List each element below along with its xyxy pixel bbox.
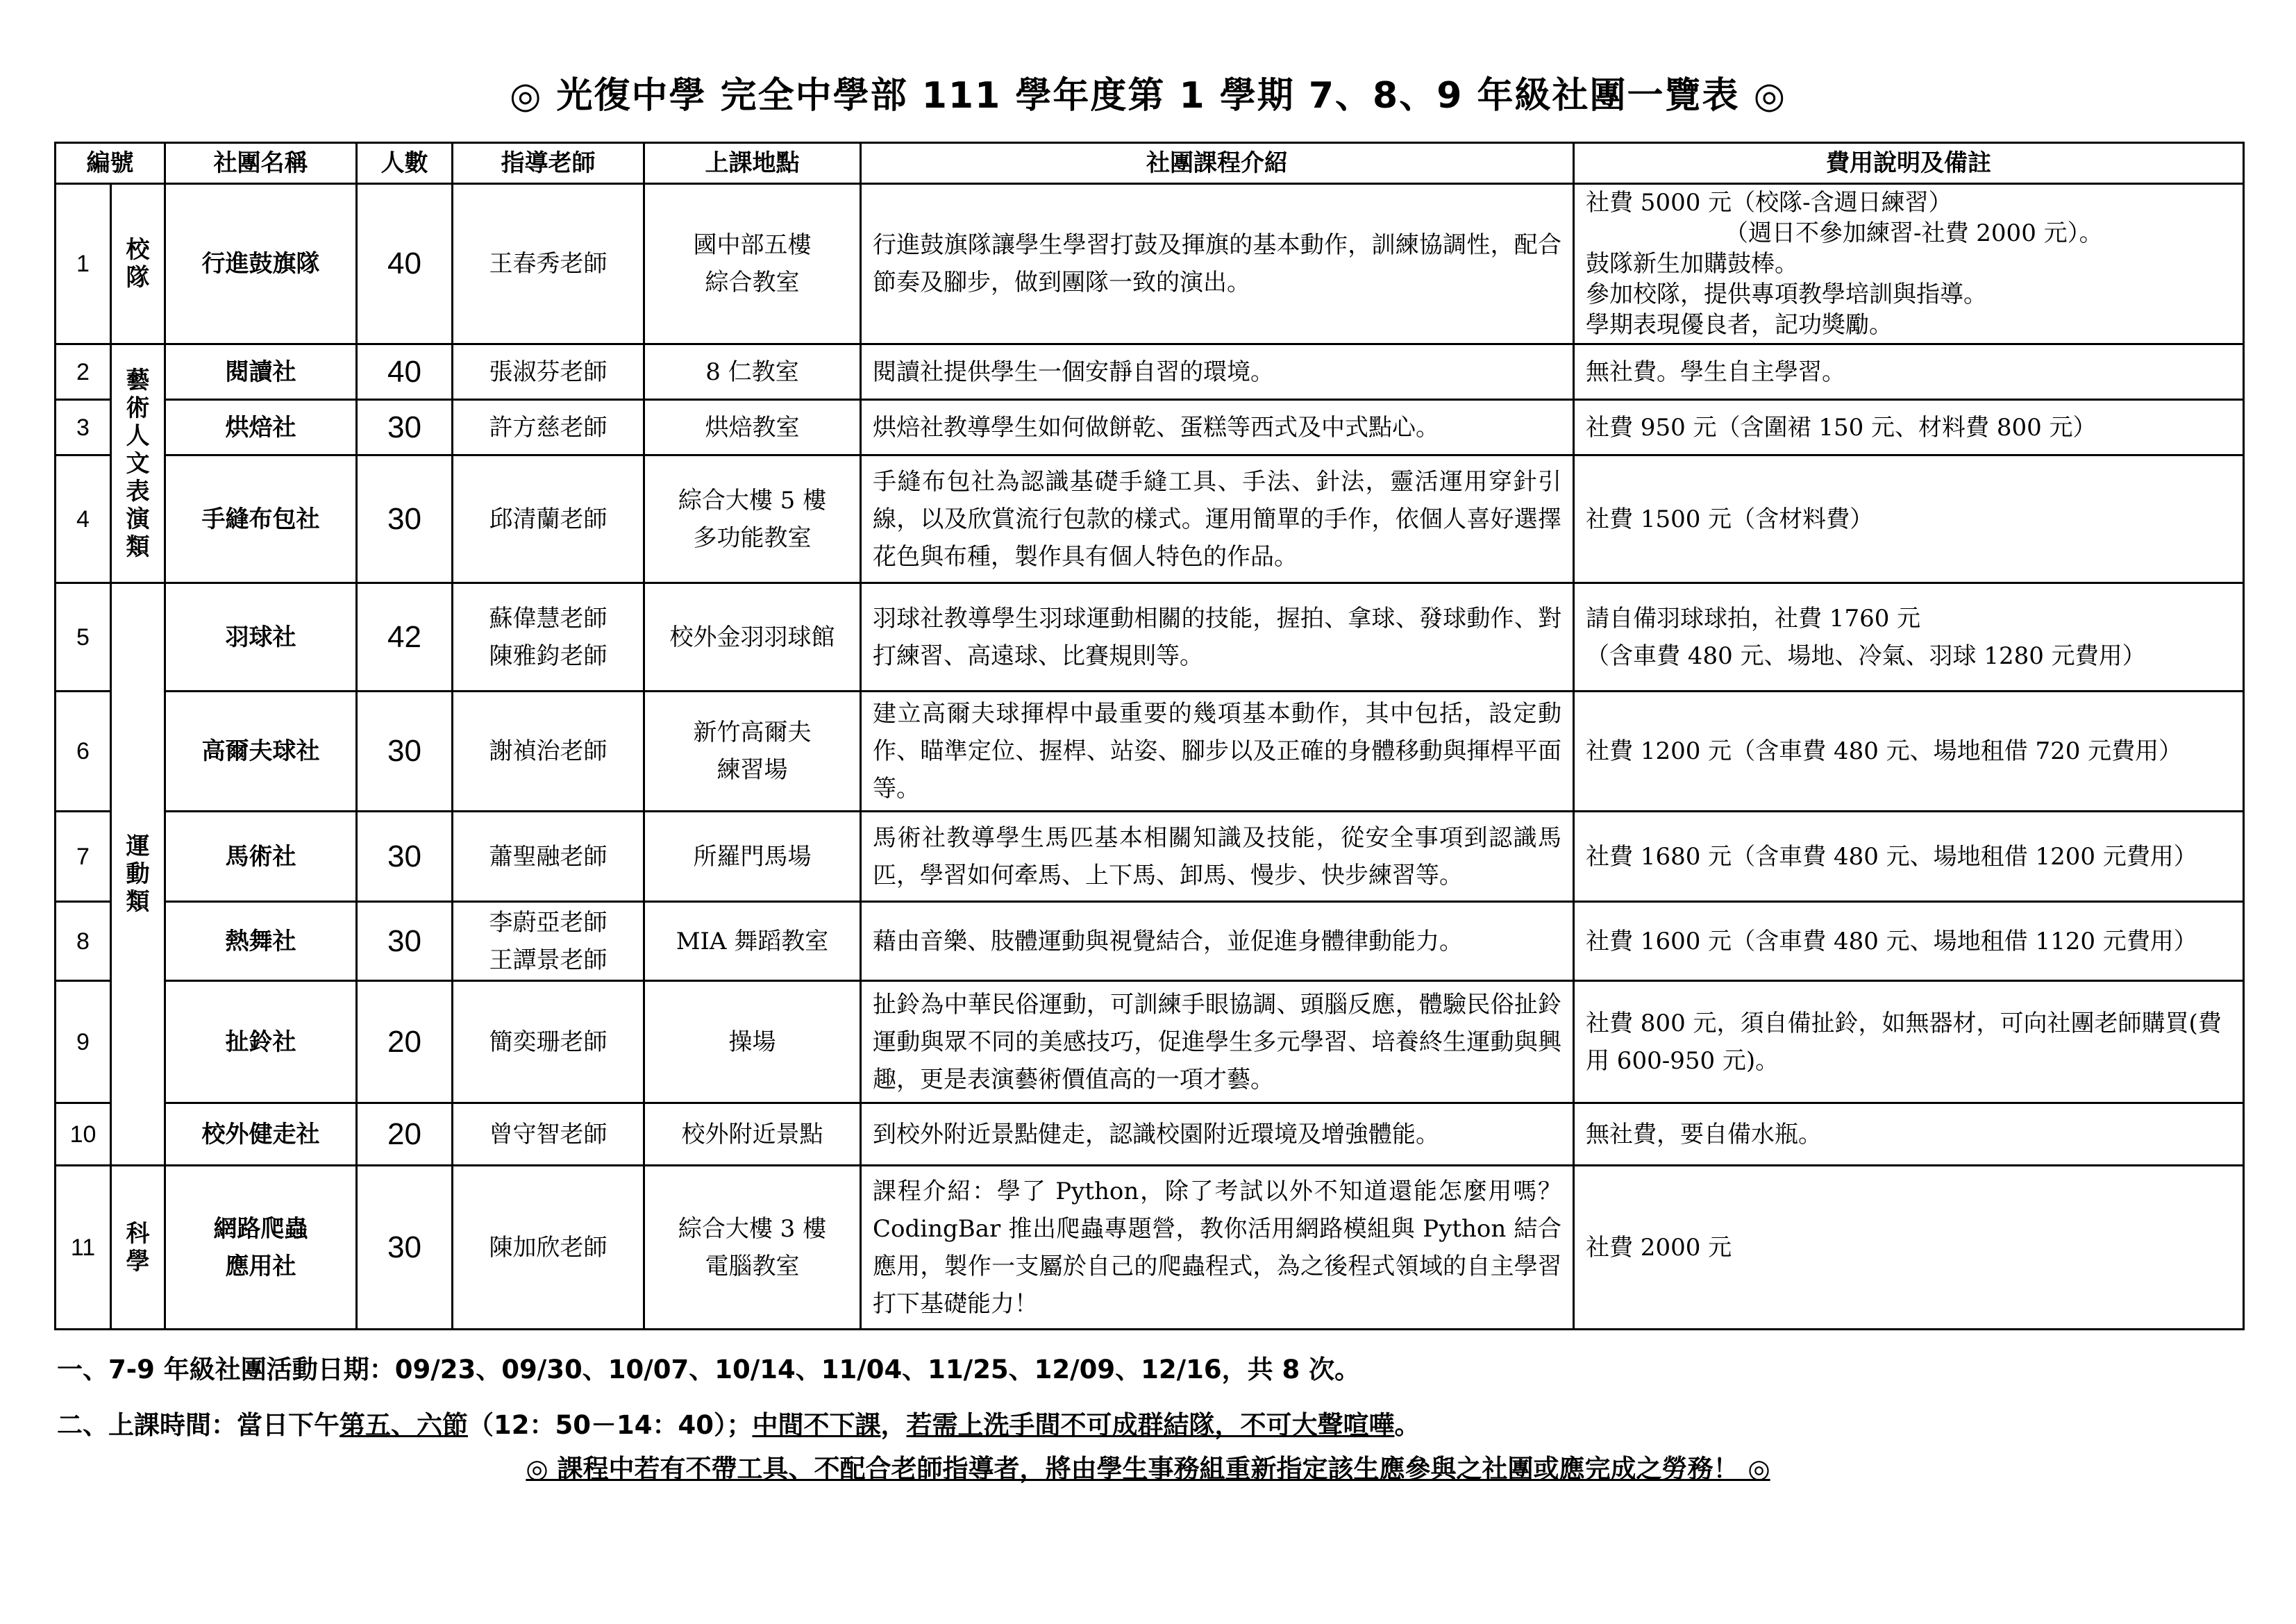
club-name: 網路爬蟲 應用社 xyxy=(165,1166,357,1330)
course-description: 到校外附近景點健走，認識校園附近環境及增強體能。 xyxy=(861,1103,1574,1166)
row-number: 8 xyxy=(56,902,111,981)
teacher: 許方慈老師 xyxy=(453,400,644,455)
course-description: 馬術社教導學生馬匹基本相關知識及技能，從安全事項到認識馬匹，學習如何牽馬、上下馬、卸馬、慢步、快步練習等。 xyxy=(861,812,1574,902)
location: 校外金羽羽球館 xyxy=(644,583,861,692)
row-number: 7 xyxy=(56,812,111,902)
location: 操場 xyxy=(644,981,861,1103)
course-description: 閱讀社提供學生一個安靜自習的環境。 xyxy=(861,344,1574,400)
fee-notes: 請自備羽球球拍，社費 1760 元 （含車費 480 元、場地、冷氣、羽球 1280 元費用） xyxy=(1574,583,2244,692)
member-count: 42 xyxy=(357,583,453,692)
row-number: 6 xyxy=(56,692,111,812)
member-count: 30 xyxy=(357,902,453,981)
page-title: ◎ 光復中學 完全中學部 111 學年度第 1 學期 7、8、9 年級社團一覽表 ◎ xyxy=(510,75,1786,117)
fee-notes: 無社費。學生自主學習。 xyxy=(1574,344,2244,400)
club-name: 扯鈴社 xyxy=(165,981,357,1103)
course-description: 建立高爾夫球揮桿中最重要的幾項基本動作，其中包括，設定動作、瞄準定位、握桿、站姿、腳步以及正確的身體移動與揮桿平面等。 xyxy=(861,692,1574,812)
table-row xyxy=(56,400,2244,455)
row-number: 3 xyxy=(56,400,111,455)
row-number: 5 xyxy=(56,583,111,692)
teacher: 陳加欣老師 xyxy=(453,1166,644,1330)
location: 國中部五樓 綜合教室 xyxy=(644,184,861,344)
teacher: 蘇偉慧老師 陳雅鈞老師 xyxy=(453,583,644,692)
club-name: 熱舞社 xyxy=(165,902,357,981)
category-science: 科學 xyxy=(111,1166,165,1330)
course-description: 行進鼓旗隊讓學生學習打鼓及揮旗的基本動作，訓練協調性，配合節奏及腳步，做到團隊一致的演出。 xyxy=(861,184,1574,344)
location: 校外附近景點 xyxy=(644,1103,861,1166)
member-count: 20 xyxy=(357,1103,453,1166)
course-description: 課程介紹：學了 Python，除了考試以外不知道還能怎麼用嗎？ CodingBar 推出爬蟲專題營，教你活用網路模組與 Python 結合應用，製作一支屬於自己的爬蟲程式，為之後程式領域的自主學習打下基礎能力！ xyxy=(861,1166,1574,1330)
fee-notes: 社費 1680 元（含車費 480 元、場地租借 1200 元費用） xyxy=(1574,812,2244,902)
header-description: 社團課程介紹 xyxy=(861,143,1574,184)
fee-notes: 社費 1200 元（含車費 480 元、場地租借 720 元費用） xyxy=(1574,692,2244,812)
course-description: 藉由音樂、肢體運動與視覺結合，並促進身體律動能力。 xyxy=(861,902,1574,981)
table-row xyxy=(56,981,2244,1103)
member-count: 30 xyxy=(357,400,453,455)
course-description: 烘焙社教導學生如何做餅乾、蛋糕等西式及中式點心。 xyxy=(861,400,1574,455)
header-teacher: 指導老師 xyxy=(453,143,644,184)
location: 綜合大樓 3 樓 電腦教室 xyxy=(644,1166,861,1330)
table-row xyxy=(56,692,2244,812)
member-count: 20 xyxy=(357,981,453,1103)
course-description: 手縫布包社為認識基礎手縫工具、手法、針法，靈活運用穿針引線，以及欣賞流行包款的樣式。運用簡單的手作，依個人喜好選擇花色與布種，製作具有個人特色的作品。 xyxy=(861,455,1574,583)
row-number: 2 xyxy=(56,344,111,400)
club-name: 校外健走社 xyxy=(165,1103,357,1166)
fee-notes: 社費 1500 元（含材料費） xyxy=(1574,455,2244,583)
member-count: 30 xyxy=(357,812,453,902)
location: 綜合大樓 5 樓 多功能教室 xyxy=(644,455,861,583)
club-name: 高爾夫球社 xyxy=(165,692,357,812)
teacher: 蕭聖融老師 xyxy=(453,812,644,902)
fee-notes: 社費 2000 元 xyxy=(1574,1166,2244,1330)
table-header-row xyxy=(56,143,2244,184)
fee-notes: 社費 5000 元（校隊-含週日練習） （週日不參加練習-社費 2000 元）。 鼓隊新生加購鼓棒。 參加校隊，提供專項教學培訓與指導。 學期表現優良者，記功獎勵。 xyxy=(1574,184,2244,344)
teacher: 謝禎治老師 xyxy=(453,692,644,812)
row-number: 1 xyxy=(56,184,111,344)
row-number: 9 xyxy=(56,981,111,1103)
member-count: 40 xyxy=(357,184,453,344)
club-name: 羽球社 xyxy=(165,583,357,692)
location: MIA 舞蹈教室 xyxy=(644,902,861,981)
teacher: 李蔚亞老師 王譚景老師 xyxy=(453,902,644,981)
table-row xyxy=(56,812,2244,902)
teacher: 張淑芬老師 xyxy=(453,344,644,400)
note-activity-dates: 一、7-9 年級社團活動日期：09/23、09/30、10/07、10/14、11/04、11/25、12/09、12/16，共 8 次。 xyxy=(57,1355,1361,1384)
location: 所羅門馬場 xyxy=(644,812,861,902)
member-count: 40 xyxy=(357,344,453,400)
member-count: 30 xyxy=(357,455,453,583)
fee-notes: 社費 1600 元（含車費 480 元、場地租借 1120 元費用） xyxy=(1574,902,2244,981)
teacher: 王春秀老師 xyxy=(453,184,644,344)
header-location: 上課地點 xyxy=(644,143,861,184)
location: 8 仁教室 xyxy=(644,344,861,400)
club-name: 馬術社 xyxy=(165,812,357,902)
fee-notes: 社費 800 元，須自備扯鈴，如無器材，可向社團老師購買(費用 600-950 元)。 xyxy=(1574,981,2244,1103)
table-row xyxy=(56,1166,2244,1330)
table-row xyxy=(56,583,2244,692)
location: 烘焙教室 xyxy=(644,400,861,455)
member-count: 30 xyxy=(357,692,453,812)
course-description: 羽球社教導學生羽球運動相關的技能，握拍、拿球、發球動作、對打練習、高遠球、比賽規則等。 xyxy=(861,583,1574,692)
row-number: 10 xyxy=(56,1103,111,1166)
header-fee: 費用說明及備註 xyxy=(1574,143,2244,184)
table-row xyxy=(56,184,2244,344)
member-count: 30 xyxy=(357,1166,453,1330)
table-row xyxy=(56,1103,2244,1166)
teacher: 邱清蘭老師 xyxy=(453,455,644,583)
category-sports: 運動類 xyxy=(111,583,165,1166)
fee-notes: 社費 950 元（含圍裙 150 元、材料費 800 元） xyxy=(1574,400,2244,455)
category-arts: 藝術人文表演類 xyxy=(111,344,165,583)
club-name: 手縫布包社 xyxy=(165,455,357,583)
table-row xyxy=(56,344,2244,400)
course-description: 扯鈴為中華民俗運動，可訓練手眼協調、頭腦反應，體驗民俗扯鈴運動與眾不同的美感技巧，促進學生多元學習、培養終生運動與興趣，更是表演藝術價值高的一項才藝。 xyxy=(861,981,1574,1103)
club-name: 閱讀社 xyxy=(165,344,357,400)
club-table xyxy=(54,142,2245,1330)
note-class-time: 二、上課時間：當日下午第五、六節（12：50－14：40）；中間不下課，若需上洗手間不可成群結隊，不可大聲喧嘩。 xyxy=(57,1410,1421,1440)
row-number: 4 xyxy=(56,455,111,583)
table-row xyxy=(56,455,2244,583)
note-warning: ◎ 課程中若有不帶工具、不配合老師指導者，將由學生事務組重新指定該生應參與之社團或應完成之勞務！ ◎ xyxy=(526,1454,1770,1484)
club-name: 烘焙社 xyxy=(165,400,357,455)
category-school-team: 校隊 xyxy=(111,184,165,344)
header-count: 人數 xyxy=(357,143,453,184)
table-row xyxy=(56,902,2244,981)
header-number: 編號 xyxy=(56,143,165,184)
teacher: 曾守智老師 xyxy=(453,1103,644,1166)
fee-notes: 無社費，要自備水瓶。 xyxy=(1574,1103,2244,1166)
teacher: 簡奕珊老師 xyxy=(453,981,644,1103)
club-name: 行進鼓旗隊 xyxy=(165,184,357,344)
location: 新竹高爾夫 練習場 xyxy=(644,692,861,812)
row-number: 11 xyxy=(56,1166,111,1330)
header-club-name: 社團名稱 xyxy=(165,143,357,184)
